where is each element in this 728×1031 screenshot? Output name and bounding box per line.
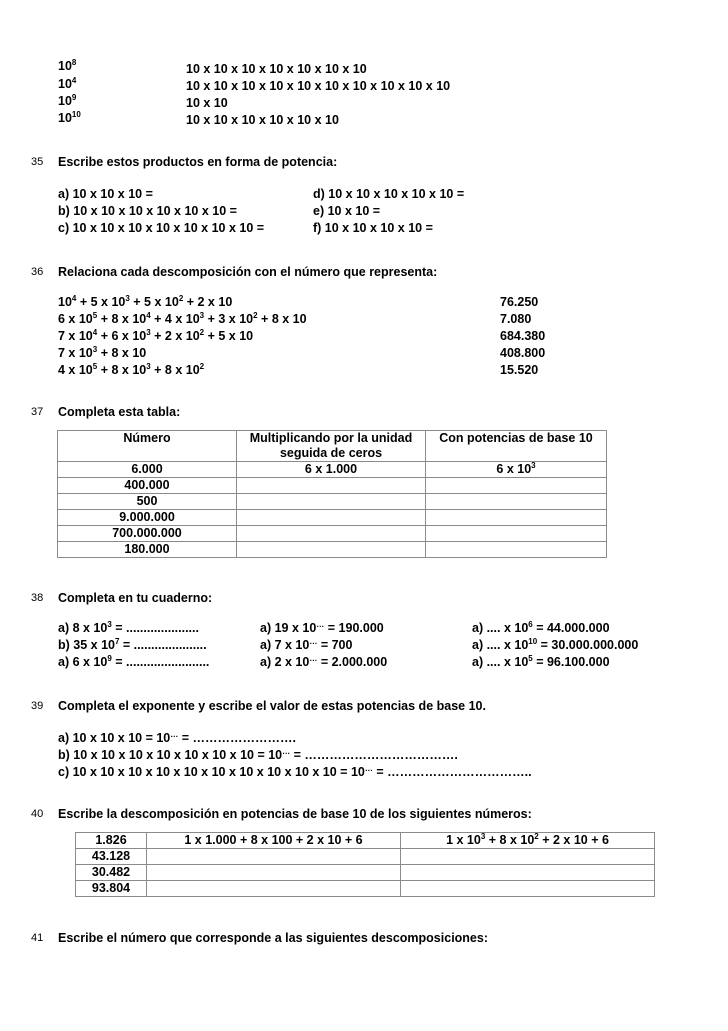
intro-product-2: 10 x 10 x 10 x 10 x 10 x 10 x 10 x 10 x 10 x 10 (186, 79, 451, 93)
table-row (58, 542, 607, 558)
table-row (58, 478, 607, 494)
intro-power-1: $10^8$ (58, 58, 77, 73)
question-number: 40 (31, 808, 44, 820)
table-row (58, 494, 607, 510)
intro-product-3: 10 x 10 (186, 96, 228, 110)
table-cell: 30.482 (76, 865, 147, 881)
match-number: 15.520 (500, 363, 539, 377)
table-row (76, 849, 655, 865)
exercise-item: a) .... x $10^6 = 44.000.000$ (472, 620, 610, 635)
exercise-item: a) .... x $10^{10} = 30.000.000.000$ (472, 637, 639, 652)
table-cell: 6.000 (58, 462, 237, 478)
table-row (58, 462, 607, 478)
question-title: Completa en tu cuaderno: (58, 591, 213, 605)
table-cell: 6 x $10^3$ (426, 462, 607, 478)
table-cell: 400.000 (58, 478, 237, 494)
exercise-item: c) 10 x 10 x 10 x 10 x 10 x 10 x 10 = (58, 221, 265, 235)
intro-product-4: 10 x 10 x 10 x 10 x 10 x 10 (186, 113, 339, 127)
exercise-item: f) 10 x 10 x 10 x 10 = (313, 221, 433, 235)
question-number: 35 (31, 156, 44, 168)
question-number: 38 (31, 592, 44, 604)
match-number: 7.080 (500, 312, 532, 326)
decomposition-2: 6 x $10^5 + 8$ x $10^4 + 4$ x $10^3 + 3$ x $10^2 + 8$ x 10 (58, 311, 307, 326)
decomposition-1: $10^4 + 5$ x $10^3 + 5$ x $10^2 + 2$ x 10 (58, 294, 233, 309)
table-row (76, 833, 655, 849)
exercise-item: a) 8 x $10^3$ = ..................... (58, 620, 199, 635)
intro-power-4: $10^{10}$ (58, 110, 81, 125)
intro-power-2: $10^4$ (58, 76, 77, 91)
exercise-item: b) 10 x 10 x 10 x 10 x 10 x 10 = (58, 204, 237, 218)
table-row (76, 881, 655, 897)
table-header: Multiplicando por la unidad seguida de ceros (237, 431, 426, 462)
question-title: Completa el exponente y escribe el valor de estas potencias de base 10. (58, 699, 486, 713)
exercise-item: c) 10 x 10 x 10 x 10 x 10 x 10 x 10 x 10 x 10 x 10 = 10… = …………………………….. (58, 764, 532, 779)
question-title: Completa esta tabla: (58, 405, 181, 419)
question-number: 39 (31, 700, 44, 712)
question-title: Escribe la descomposición en potencias de base 10 de los siguientes números: (58, 807, 532, 821)
exercise-item: a) .... x $10^5 = 96.100.000$ (472, 654, 610, 669)
exercise-item: d) 10 x 10 x 10 x 10 x 10 = (313, 187, 465, 201)
table-cell: 93.804 (76, 881, 147, 897)
exercise-item: e) 10 x 10 = (313, 204, 381, 218)
decomposition-5: 4 x $10^5 + 8$ x $10^3 + 8$ x $10^2$ (58, 362, 205, 377)
table-row (58, 510, 607, 526)
table-cell: 43.128 (76, 849, 147, 865)
match-number: 408.800 (500, 346, 546, 360)
table-cell: 1 x $10^3 + 8$ x $10^2 + 2$ x 10 + 6 (401, 833, 655, 849)
exercise-item: a) 19 x 10… = 190.000 (260, 620, 384, 635)
table-cell: 6 x 1.000 (237, 462, 426, 478)
match-number: 684.380 (500, 329, 546, 343)
question-title: Relaciona cada descomposición con el número que representa: (58, 265, 438, 279)
question-number: 41 (31, 932, 44, 944)
table-cell: 9.000.000 (58, 510, 237, 526)
question-number: 36 (31, 266, 44, 278)
exercise-item: a) 10 x 10 x 10 = (58, 187, 153, 201)
match-number: 76.250 (500, 295, 539, 309)
question-title: Escribe el número que corresponde a las siguientes descomposiciones: (58, 931, 488, 945)
decomposition-3: 7 x $10^4 + 6$ x $10^3 + 2$ x $10^2 + 5$ x 10 (58, 328, 254, 343)
table-cell: 500 (58, 494, 237, 510)
table-row (58, 526, 607, 542)
table-cell: 1.826 (76, 833, 147, 849)
decomposition-4: 7 x $10^3 + 8$ x 10 (58, 345, 147, 360)
intro-product-1: 10 x 10 x 10 x 10 x 10 x 10 x 10 (186, 62, 367, 76)
table-cell: 700.000.000 (58, 526, 237, 542)
exercise-item: a) 7 x 10… = 700 (260, 637, 353, 652)
exercise-item: b) 35 x $10^7$ = ..................... (58, 637, 207, 652)
table-cell: 180.000 (58, 542, 237, 558)
question-title: Escribe estos productos en forma de potencia: (58, 155, 338, 169)
intro-power-3: $10^9$ (58, 93, 77, 108)
table-header: Número (58, 431, 237, 462)
exercise-item: a) 6 x $10^9$ = ........................ (58, 654, 210, 669)
exercise-item: a) 10 x 10 x 10 = 10… = ……………………. (58, 730, 296, 745)
decomposition-table (75, 832, 655, 897)
table-header: Con potencias de base 10 (426, 431, 607, 462)
table-row (76, 865, 655, 881)
exercise-item: a) 2 x 10… = 2.000.000 (260, 654, 388, 669)
powers-table (57, 430, 607, 558)
exercise-item: b) 10 x 10 x 10 x 10 x 10 x 10 x 10 = 10… = ………………………………. (58, 747, 458, 762)
question-number: 37 (31, 406, 44, 418)
table-cell: 1 x 1.000 + 8 x 100 + 2 x 10 + 6 (147, 833, 401, 849)
